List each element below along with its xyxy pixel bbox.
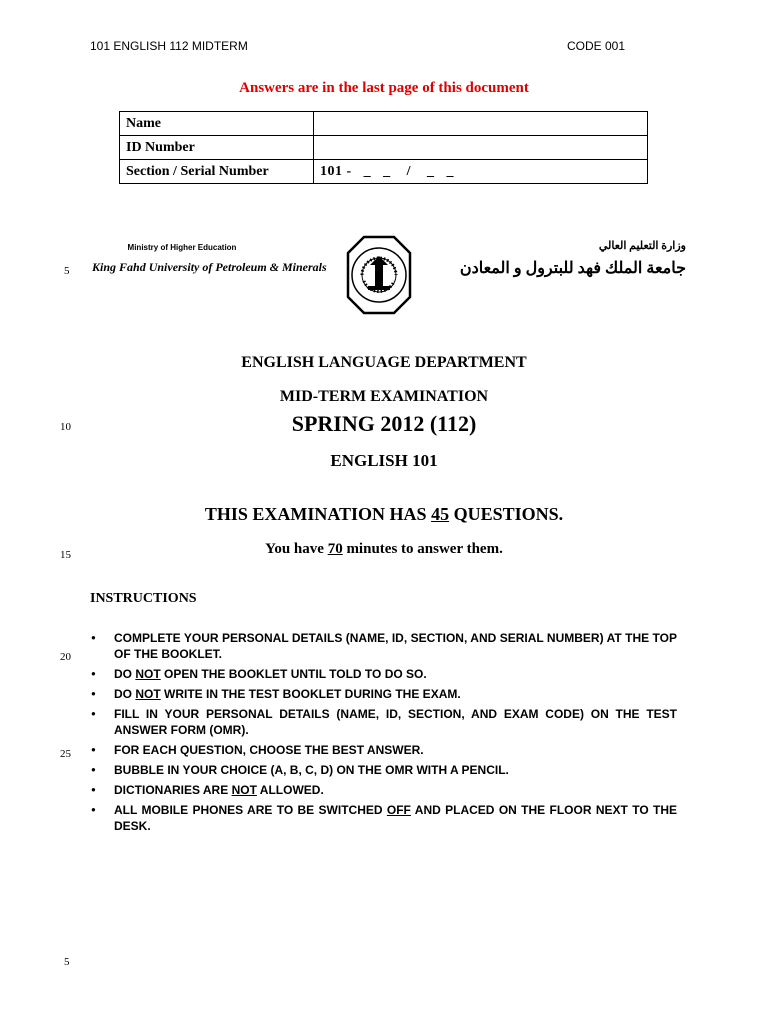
department-title: ENGLISH LANGUAGE DEPARTMENT	[241, 354, 527, 371]
list-item	[91, 802, 677, 834]
list-item	[91, 706, 677, 738]
line-number: 25	[60, 748, 71, 760]
section-serial-field[interactable]: 101 - _ _ / _ _	[314, 160, 648, 184]
university-en: King Fahd University of Petroleum & Minerals	[92, 260, 327, 274]
question-count-post: QUESTIONS.	[449, 504, 564, 524]
instruction-text: BUBBLE IN YOUR CHOICE (A, B, C, D) ON THE OMR WITH A PENCIL.	[114, 763, 509, 777]
instruction-text: DO	[114, 687, 136, 701]
table-row	[120, 160, 648, 184]
instruction-text: FOR EACH QUESTION, CHOOSE THE BEST ANSWER.	[114, 743, 424, 757]
instructions-list	[91, 630, 677, 838]
question-count-pre: THIS EXAMINATION HAS	[204, 504, 432, 524]
name-field[interactable]	[314, 112, 648, 136]
header-left: 101 ENGLISH 112 MIDTERM	[90, 39, 248, 53]
id-number-label: ID Number	[120, 136, 314, 160]
instruction-emphasis: NOT	[135, 687, 161, 701]
instruction-emphasis: OFF	[386, 803, 411, 817]
line-number: 5	[64, 956, 70, 968]
instruction-text-end: ALLOWED.	[256, 783, 324, 797]
instruction-text: DO	[114, 667, 136, 681]
section-serial-label: Section / Serial Number	[120, 160, 314, 184]
header-right: CODE 001	[567, 39, 626, 53]
arabic-logo-block	[459, 239, 686, 278]
personal-info-table	[119, 111, 648, 184]
list-item	[91, 630, 677, 662]
time-limit-number: 70	[327, 541, 343, 557]
university-ar: جامعة الملك فهد للبترول و المعادن	[459, 260, 686, 277]
university-seal-icon	[346, 235, 412, 315]
question-count-number: 45	[431, 504, 450, 524]
answers-note: Answers are in the last page of this document	[239, 80, 529, 96]
exam-title: MID-TERM EXAMINATION	[279, 388, 489, 405]
instruction-text: FILL IN YOUR PERSONAL DETAILS (NAME, ID, SECTION, AND EXAM CODE) ON THE TEST ANSWER FORM (OMR).	[114, 707, 677, 737]
time-limit-post: minutes to answer them.	[342, 541, 503, 557]
instruction-text-end: WRITE IN THE TEST BOOKLET DURING THE EXAM.	[160, 687, 461, 701]
list-item	[91, 742, 677, 758]
list-item	[91, 762, 677, 778]
line-number: 10	[60, 421, 71, 433]
instruction-emphasis: NOT	[231, 783, 257, 797]
time-limit-pre: You have	[265, 541, 328, 557]
instruction-text: ALL MOBILE PHONES ARE TO BE SWITCHED	[114, 803, 387, 817]
table-row	[120, 112, 648, 136]
course-title: ENGLISH 101	[330, 451, 438, 470]
ministry-en: Ministry of Higher Education	[127, 243, 237, 252]
instruction-text: COMPLETE YOUR PERSONAL DETAILS (NAME, ID, SECTION, AND SERIAL NUMBER) AT THE TOP OF THE BOOKLET.	[114, 631, 677, 661]
instruction-text: DICTIONARIES ARE	[114, 783, 232, 797]
instruction-text-end: AND PLACED ON THE FLOOR NEXT TO THE DESK.	[114, 803, 677, 833]
list-item	[91, 782, 677, 798]
term-title: SPRING 2012 (112)	[291, 411, 477, 436]
instruction-emphasis: NOT	[135, 667, 161, 681]
instructions-heading: INSTRUCTIONS	[90, 591, 197, 606]
table-row	[120, 136, 648, 160]
english-logo-block	[92, 243, 327, 275]
instruction-text-end: OPEN THE BOOKLET UNTIL TOLD TO DO SO.	[160, 667, 427, 681]
ministry-ar: وزارة التعليم العالي	[598, 240, 686, 252]
university-banner	[88, 217, 692, 311]
name-label: Name	[120, 112, 314, 136]
list-item	[91, 686, 677, 702]
line-number: 5	[64, 265, 70, 277]
id-number-field[interactable]	[314, 136, 648, 160]
question-count	[0, 504, 768, 525]
line-number: 20	[60, 651, 71, 663]
time-limit	[0, 541, 768, 558]
list-item	[91, 666, 677, 682]
line-number: 15	[60, 549, 71, 561]
